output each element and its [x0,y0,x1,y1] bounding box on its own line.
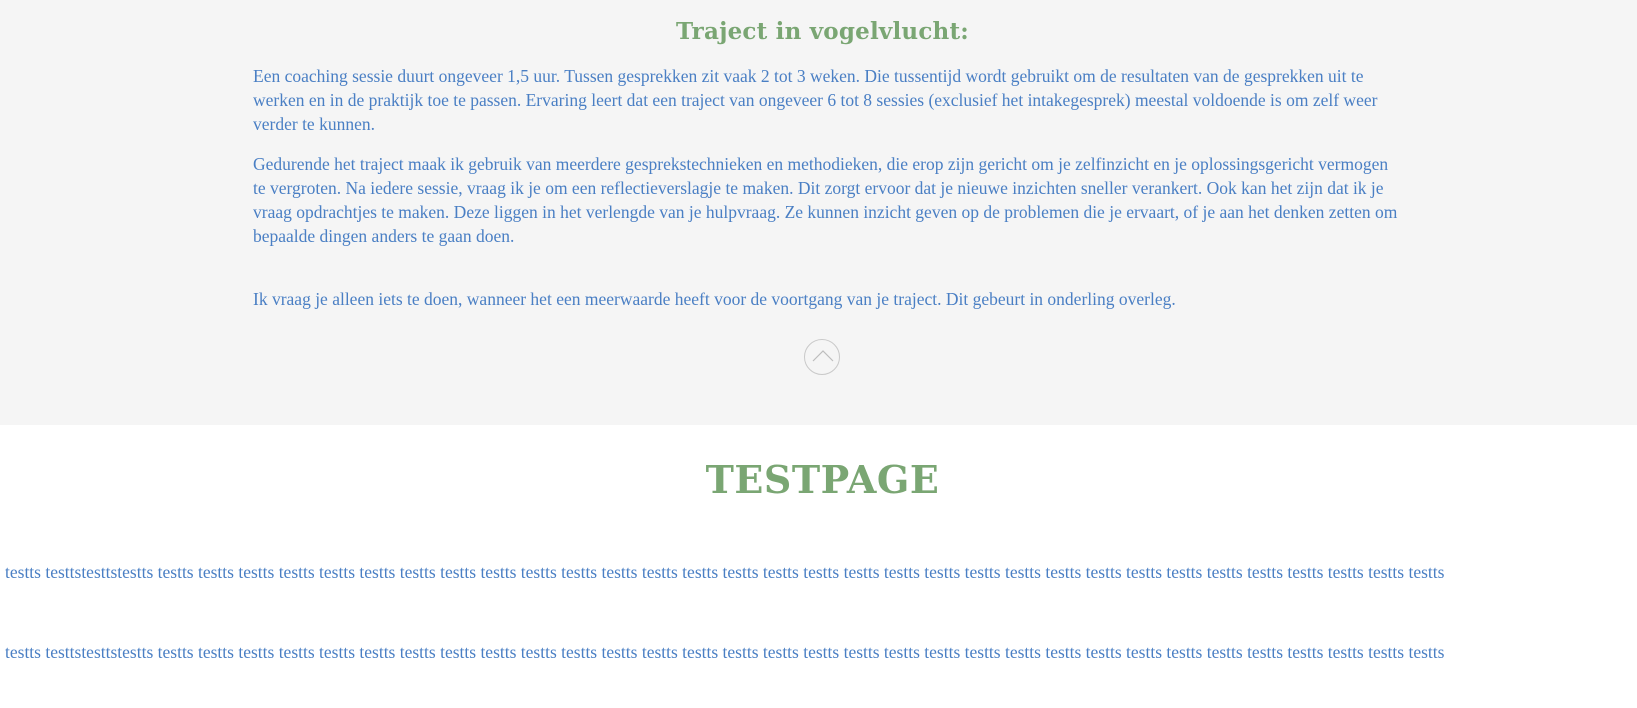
test-text-line: testts testtstesttstestts testts testts testts testts testts testts testts testts testts testts testts testts testts testts testts testts testts testts testts testts testts testts testts testts testts testts testts testts testts testts testts testts [5,642,1445,662]
traject-heading: Traject in vogelvlucht: [676,18,969,45]
testpage-section [0,425,1637,708]
traject-paragraph-1: Een coaching sessie duurt ongeveer 1,5 uur. Tussen gesprekken zit vaak 2 tot 3 weken. Die tussentijd wordt gebruikt om de resultaten van de gesprekken uit te werken en in de praktijk toe te passen. Ervaring leert dat een traject van ongeveer 6 tot 8 sessies (exclusief het intakegesprek) meestal voldoende is om zelf weer verder te kunnen. [253,66,1378,134]
scroll-to-top-button[interactable] [804,339,840,375]
testpage-heading: TESTPAGE [705,457,940,502]
traject-paragraph-2: Gedurende het traject maak ik gebruik van meerdere gesprekstechnieken en methodieken, die erop zijn gericht om je zelfinzicht en je oplossingsgericht vermogen te vergroten. Na iedere sessie, vraag ik je om een reflectieverslagje te maken. Dit zorgt ervoor dat je nieuwe inzichten sneller verankert. Ook kan het zijn dat ik je vraag opdrachtjes te maken. Deze liggen in het verlengde van je hulpvraag. Ze kunnen inzicht geven op de problemen die je ervaart, of je aan het denken zetten om bepaalde dingen anders te gaan doen. [253,154,1398,246]
test-text-line: testts testtstesttstestts testts testts testts testts testts testts testts testts testts testts testts testts testts testts testts testts testts testts testts testts testts testts testts testts testts testts testts testts testts testts testts testts [5,562,1445,582]
traject-paragraph-3: Ik vraag je alleen iets te doen, wanneer het een meerwaarde heeft voor de voortgang van je traject. Dit gebeurt in onderling overleg. [253,289,1176,309]
chevron-up-icon [811,348,835,364]
